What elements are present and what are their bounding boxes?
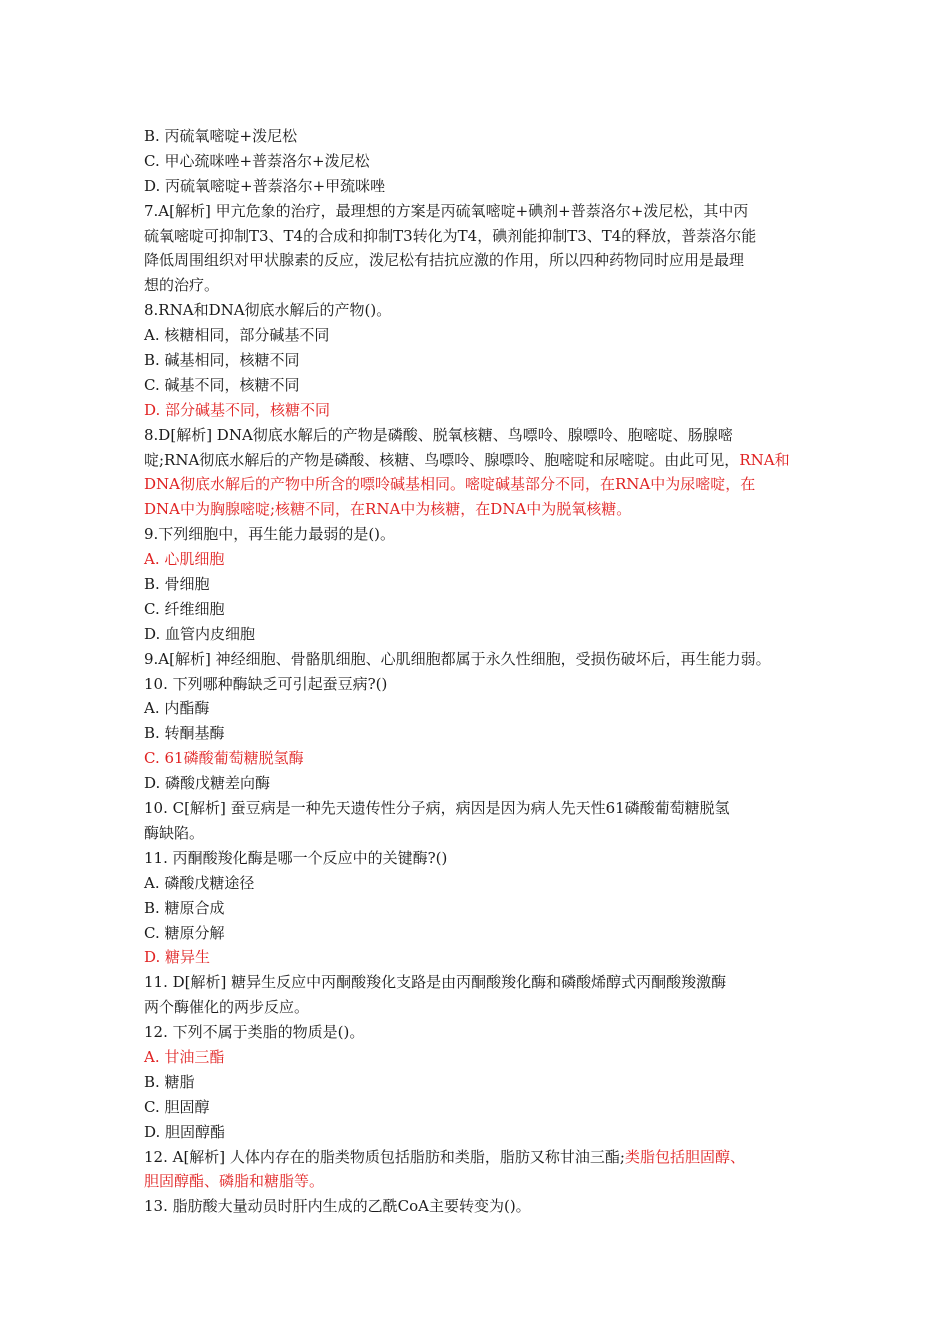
text-line [144, 970, 824, 995]
text-line [144, 871, 824, 896]
text-segment: C. 碱基不同，核糖不同 [144, 375, 300, 394]
text-line [144, 398, 824, 423]
highlighted-answer-text: A. 心肌细胞 [144, 550, 225, 569]
text-segment: 8.RNA和DNA彻底水解后的产物()。 [144, 301, 392, 320]
text-segment: 9.下列细胞中，再生能力最弱的是()。 [144, 525, 396, 544]
text-line [144, 124, 824, 149]
text-segment: A. 磷酸戊糖途径 [144, 873, 255, 892]
text-line [144, 896, 824, 921]
text-line [144, 298, 824, 323]
highlighted-answer-text: 类脂包括胆固醇、 [625, 1147, 746, 1166]
text-line [144, 348, 824, 373]
highlighted-answer-text: 胆固醇酯、磷脂和糖脂等。 [144, 1172, 325, 1191]
text-segment: B. 骨细胞 [144, 575, 210, 594]
text-line [144, 373, 824, 398]
text-line [144, 1095, 824, 1120]
text-line [144, 248, 824, 273]
text-segment: 啶;RNA彻底水解后的产物是磷酸、核糖、鸟嘌呤、腺嘌呤、胞嘧啶和尿嘧啶。由此可见， [144, 450, 740, 469]
text-segment: 9.A[解析] 神经细胞、骨骼肌细胞、心肌细胞都属于永久性细胞，受损伤破坏后，再生能力弱。 [144, 649, 771, 668]
text-line [144, 846, 824, 871]
text-line [144, 448, 824, 473]
text-segment: B. 丙硫氧嘧啶+泼尼松 [144, 127, 298, 145]
text-segment: 12. 下列不属于类脂的物质是()。 [144, 1023, 365, 1042]
text-segment: D. 血管内皮细胞 [144, 624, 256, 643]
text-line [144, 1194, 824, 1219]
text-line [144, 199, 824, 224]
text-line [144, 945, 824, 970]
text-line [144, 497, 824, 522]
text-segment: 降低周围组织对甲状腺素的反应，泼尼松有拮抗应激的作用，所以四种药物同时应用是最理 [144, 251, 745, 270]
text-segment: 7.A[解析] 甲亢危象的治疗，最理想的方案是丙硫氧嘧啶+碘剂+普萘洛尔+泼尼松，其中丙 [144, 201, 749, 220]
text-segment: 想的治疗。 [144, 276, 220, 295]
text-segment: B. 糖脂 [144, 1072, 195, 1091]
text-line [144, 921, 824, 946]
text-segment: C. 胆固醇 [144, 1097, 210, 1116]
text-segment: 10. 下列哪种酶缺乏可引起蚕豆病?() [144, 674, 388, 693]
highlighted-answer-text: DNA彻底水解后的产物中所含的嘌呤碱基相同。嘧啶碱基部分不同，在RNA中为尿嘧啶，在 [144, 475, 756, 494]
text-line [144, 995, 824, 1020]
text-line [144, 323, 824, 348]
text-segment: C. 甲心巯咪唑+普萘洛尔+泼尼松 [144, 151, 370, 170]
text-line [144, 572, 824, 597]
text-segment: C. 糖原分解 [144, 923, 225, 942]
text-segment: 13. 脂肪酸大量动员时肝内生成的乙酰CoA主要转变为()。 [144, 1197, 531, 1216]
text-segment: D. 胆固醇酯 [144, 1122, 226, 1141]
text-line [144, 746, 824, 771]
text-segment: B. 糖原合成 [144, 898, 225, 917]
text-line [144, 796, 824, 821]
text-segment: A. 内酯酶 [144, 699, 210, 718]
highlighted-answer-text: DNA中为胸腺嘧啶;核糖不同，在RNA中为核糖，在DNA中为脱氧核糖。 [144, 500, 632, 519]
text-line [144, 423, 824, 448]
highlighted-answer-text: D. 部分碱基不同，核糖不同 [144, 400, 331, 419]
text-line [144, 1020, 824, 1045]
text-segment: 12. A[解析] 人体内存在的脂类物质包括脂肪和类脂，脂肪又称甘油三酯; [144, 1147, 625, 1166]
text-line [144, 597, 824, 622]
text-segment: 11. 丙酮酸羧化酶是哪一个反应中的关键酶?() [144, 848, 448, 867]
text-line [144, 1169, 824, 1194]
text-segment: A. 核糖相同，部分碱基不同 [144, 326, 330, 345]
text-segment: D. 磷酸戊糖差向酶 [144, 774, 271, 793]
text-line [144, 721, 824, 746]
text-line [144, 1120, 824, 1145]
text-segment: 酶缺陷。 [144, 823, 205, 842]
text-line [144, 622, 824, 647]
text-line [144, 224, 824, 249]
text-segment: B. 碱基相同，核糖不同 [144, 351, 300, 370]
highlighted-answer-text: D. 糖异生 [144, 948, 211, 967]
highlighted-answer-text: RNA和 [739, 450, 790, 469]
text-segment: 11. D[解析] 糖异生反应中丙酮酸羧化支路是由丙酮酸羧化酶和磷酸烯醇式丙酮酸羧激酶 [144, 973, 727, 992]
text-segment: B. 转酮基酶 [144, 724, 225, 743]
text-segment: 两个酶催化的两步反应。 [144, 998, 310, 1017]
text-line [144, 696, 824, 721]
highlighted-answer-text: C. 61磷酸葡萄糖脱氢酶 [144, 749, 304, 768]
text-segment: D. 丙硫氧嘧啶+普萘洛尔+甲巯咪唑 [144, 176, 386, 195]
text-line [144, 672, 824, 697]
text-line [144, 547, 824, 572]
text-line [144, 1070, 824, 1095]
text-segment: 8.D[解析] DNA彻底水解后的产物是磷酸、脱氧核糖、鸟嘌呤、腺嘌呤、胞嘧啶、肠腺嘧 [144, 425, 733, 444]
text-line [144, 647, 824, 672]
text-line [144, 149, 824, 174]
text-line [144, 1145, 824, 1170]
text-segment: 10. C[解析] 蚕豆病是一种先天遗传性分子病，病因是因为病人先天性61磷酸葡萄糖脱氢 [144, 799, 730, 818]
document-body [144, 124, 824, 1219]
highlighted-answer-text: A. 甘油三酯 [144, 1047, 225, 1066]
text-line [144, 821, 824, 846]
text-line [144, 174, 824, 199]
text-line [144, 1045, 824, 1070]
text-line [144, 522, 824, 547]
text-line [144, 771, 824, 796]
text-segment: 硫氧嘧啶可抑制T3、T4的合成和抑制T3转化为T4，碘剂能抑制T3、T4的释放，普萘洛尔能 [144, 226, 757, 245]
text-line [144, 472, 824, 497]
text-line [144, 273, 824, 298]
text-segment: C. 纤维细胞 [144, 599, 225, 618]
